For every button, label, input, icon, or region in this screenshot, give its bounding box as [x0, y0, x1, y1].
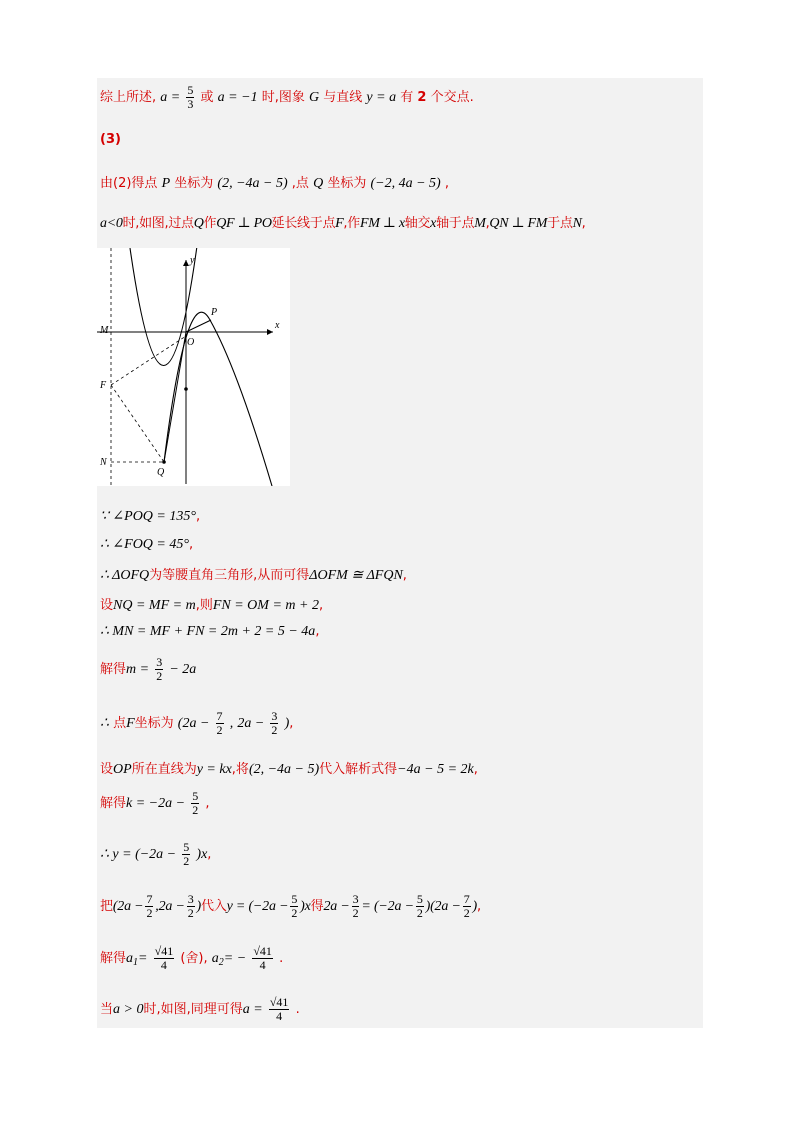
text: 把 — [100, 899, 113, 914]
figure-svg — [97, 248, 290, 486]
text: , — [476, 899, 481, 914]
point-f-line — [100, 710, 293, 737]
numerator: 3 — [187, 892, 194, 906]
math: − 2a — [169, 662, 197, 677]
numerator: √41 — [154, 944, 174, 958]
fraction — [154, 945, 175, 972]
text: 或 — [200, 90, 214, 105]
set-m-line — [100, 594, 323, 614]
label-m: M — [100, 325, 109, 336]
denominator: 2 — [216, 723, 223, 737]
math: (−2, 4a − 5) — [370, 176, 441, 191]
line-equation — [100, 841, 211, 868]
numerator: 5 — [416, 892, 423, 906]
line-op-setup — [100, 758, 478, 778]
solve-k-line — [100, 790, 210, 817]
text: 作 — [203, 216, 217, 231]
math: (2, −4a − 5) — [217, 176, 288, 191]
text: 个交点. — [430, 90, 474, 105]
math: , — [155, 899, 159, 914]
denominator: 2 — [291, 906, 298, 920]
math: ) — [472, 899, 477, 914]
text: 为等腰直角三角形,从而可得 — [149, 568, 310, 583]
text: 点 — [113, 716, 127, 731]
math: FN = OM = m + 2 — [212, 598, 319, 613]
math: , — [229, 716, 234, 731]
fraction — [463, 893, 471, 920]
text: 时,如图,过点 — [122, 216, 194, 231]
text: , — [485, 216, 490, 231]
denominator: 3 — [187, 97, 194, 111]
denominator: 2 — [183, 854, 190, 868]
angle-foq-line — [100, 536, 193, 553]
math: k = −2a − — [126, 796, 186, 811]
fraction — [155, 656, 163, 683]
numerator: 5 — [183, 840, 190, 854]
math: QF ⊥ PO — [216, 216, 272, 231]
math: NQ = MF = m — [113, 598, 196, 613]
text: 由(2)得点 — [100, 176, 158, 191]
math: x — [430, 216, 437, 231]
text: 代入 — [201, 899, 227, 914]
math: ∵ ∠POQ = 135° — [100, 509, 196, 524]
numerator: √41 — [269, 995, 289, 1009]
x-axis-arrow — [267, 329, 273, 335]
text: 代入解析式得 — [319, 762, 398, 777]
y-axis-arrow — [183, 260, 189, 266]
numerator: 5 — [187, 83, 194, 97]
coordinates-line — [100, 172, 449, 192]
math-subscript: 2 — [218, 957, 224, 968]
math: y = a — [366, 90, 397, 105]
text: 当 — [100, 1002, 114, 1017]
text: 坐标为 — [174, 176, 214, 191]
point-dot — [184, 387, 188, 391]
fraction — [186, 84, 194, 111]
label-o: O — [187, 337, 195, 348]
denominator: 2 — [187, 906, 194, 920]
denominator: 4 — [276, 1009, 283, 1023]
dashed-fq — [111, 385, 164, 462]
fraction — [252, 945, 273, 972]
math: ) — [284, 716, 290, 731]
math: y = (−2a − — [226, 899, 289, 914]
denominator: 2 — [352, 906, 359, 920]
text: , — [195, 509, 201, 524]
denominator: 4 — [259, 958, 266, 972]
text: 坐标为 — [327, 176, 367, 191]
math: a — [211, 951, 219, 966]
math: a — [126, 951, 134, 966]
text: 于点 — [547, 216, 573, 231]
label-n: N — [100, 457, 107, 468]
math: a = — [242, 1002, 263, 1017]
text: 设 — [100, 598, 114, 613]
math: Q — [193, 216, 204, 231]
math: P — [161, 176, 171, 191]
solve-m-line — [100, 656, 196, 683]
text: 轴交 — [404, 216, 431, 231]
math: (2a − — [177, 716, 210, 731]
math: M — [474, 216, 486, 231]
math: −4a − 5 = 2k — [397, 762, 474, 777]
text: , — [315, 624, 320, 639]
math: y = kx — [196, 762, 232, 777]
math: F — [335, 216, 344, 231]
math: FM ⊥ x — [359, 216, 405, 231]
numerator: 5 — [192, 789, 199, 803]
fraction — [182, 841, 190, 868]
numerator: 7 — [463, 892, 470, 906]
numerator: 7 — [146, 892, 153, 906]
text: 解得 — [100, 662, 127, 677]
text: . — [279, 951, 284, 966]
math: N — [572, 216, 582, 231]
math: a > 0 — [113, 1002, 144, 1017]
text: , — [444, 176, 449, 191]
substitute-line — [100, 893, 481, 920]
denominator: 2 — [192, 803, 199, 817]
downward-parabola — [164, 312, 272, 486]
math: (2a − — [112, 899, 144, 914]
denominator: 2 — [271, 723, 278, 737]
text: 所在直线为 — [131, 762, 197, 777]
text: 解得 — [100, 951, 127, 966]
math: a = −1 — [217, 90, 258, 105]
math: G — [309, 90, 320, 105]
math: 2a − — [237, 716, 265, 731]
text: 解得 — [100, 796, 127, 811]
numerator: 3 — [271, 709, 278, 723]
positive-case-line — [100, 996, 300, 1023]
math: ∴ MN = MF + FN = 2m + 2 = 5 − 4a — [100, 624, 316, 639]
numerator: 3 — [352, 892, 359, 906]
fraction — [145, 893, 153, 920]
text: , — [188, 537, 194, 552]
mn-line — [100, 623, 319, 640]
fraction — [290, 893, 298, 920]
text: ,将 — [231, 762, 249, 777]
numerator: √41 — [253, 944, 272, 958]
math: )(2a − — [425, 899, 461, 914]
denominator: 2 — [156, 669, 163, 683]
fraction — [191, 790, 199, 817]
text: , — [289, 716, 294, 731]
geometry-figure — [97, 248, 290, 486]
denominator: 2 — [146, 906, 153, 920]
part-label: (3) — [100, 132, 121, 147]
triangle-line — [100, 564, 407, 584]
point-q-dot — [162, 460, 166, 464]
text: , — [402, 568, 407, 583]
math: F — [126, 716, 135, 731]
text: , — [318, 598, 324, 613]
math: ∴ y = (−2a − — [100, 847, 177, 862]
solution-line — [100, 945, 283, 972]
math: )x — [300, 899, 311, 914]
label-y: y — [190, 255, 195, 266]
text: 时,图象 — [261, 90, 305, 105]
numerator: 3 — [156, 655, 163, 669]
fraction — [216, 710, 224, 737]
text: 坐标为 — [134, 716, 174, 731]
math: a<0 — [100, 216, 123, 231]
text: ,点 — [291, 176, 309, 191]
math: QN ⊥ FM — [489, 216, 548, 231]
text: (舍 — [180, 951, 199, 966]
text: 得 — [310, 899, 324, 914]
text: 有 — [400, 90, 414, 105]
denominator: 4 — [160, 958, 167, 972]
fraction — [352, 893, 360, 920]
angle-poq-line — [100, 508, 200, 525]
denominator: 2 — [463, 906, 470, 920]
math: = — [138, 951, 148, 966]
construction-line — [100, 212, 585, 232]
math: ∴ ΔOFQ — [100, 568, 150, 583]
conclusion-line — [100, 84, 474, 111]
text: ,作 — [343, 216, 360, 231]
math: m = — [126, 662, 150, 677]
label-q: Q — [157, 467, 165, 478]
text: 时,如图,同理可得 — [143, 1002, 243, 1017]
text: , — [207, 847, 212, 862]
fraction — [416, 893, 424, 920]
math: ) — [196, 899, 201, 914]
text: , — [203, 951, 208, 966]
math: (2, −4a − 5) — [248, 762, 320, 777]
text: 2 — [417, 90, 427, 105]
text: 综上所述, — [100, 90, 157, 105]
text: , — [205, 796, 210, 811]
text: 设 — [100, 762, 114, 777]
math: a = — [160, 90, 181, 105]
numerator: 5 — [291, 892, 298, 906]
label-p: P — [211, 307, 218, 318]
math: 2a − — [323, 899, 350, 914]
text: 轴于点 — [436, 216, 475, 231]
math: ∴ — [100, 716, 109, 731]
math: )x — [196, 847, 208, 862]
math: ΔOFM ≅ ΔFQN — [309, 568, 403, 583]
text: 与直线 — [323, 90, 363, 105]
label-f: F — [100, 380, 107, 391]
dashed-fo — [111, 336, 186, 385]
denominator: 2 — [416, 906, 423, 920]
numerator: 7 — [216, 709, 223, 723]
fraction — [269, 996, 290, 1023]
math: 2a − — [158, 899, 185, 914]
label-x: x — [275, 320, 280, 331]
math: OP — [113, 762, 132, 777]
text: ) — [198, 951, 204, 966]
text: , — [473, 762, 478, 777]
math: Q — [313, 176, 324, 191]
math: = − — [223, 951, 247, 966]
text: . — [295, 1002, 300, 1017]
math-subscript: 1 — [133, 957, 139, 968]
fraction — [187, 893, 195, 920]
text: 延长线于点 — [271, 216, 336, 231]
math: ∴ ∠FOQ = 45° — [100, 537, 189, 552]
text: ,则 — [195, 598, 213, 613]
fraction — [270, 710, 278, 737]
math: = (−2a − — [361, 899, 414, 914]
text: , — [581, 216, 586, 231]
